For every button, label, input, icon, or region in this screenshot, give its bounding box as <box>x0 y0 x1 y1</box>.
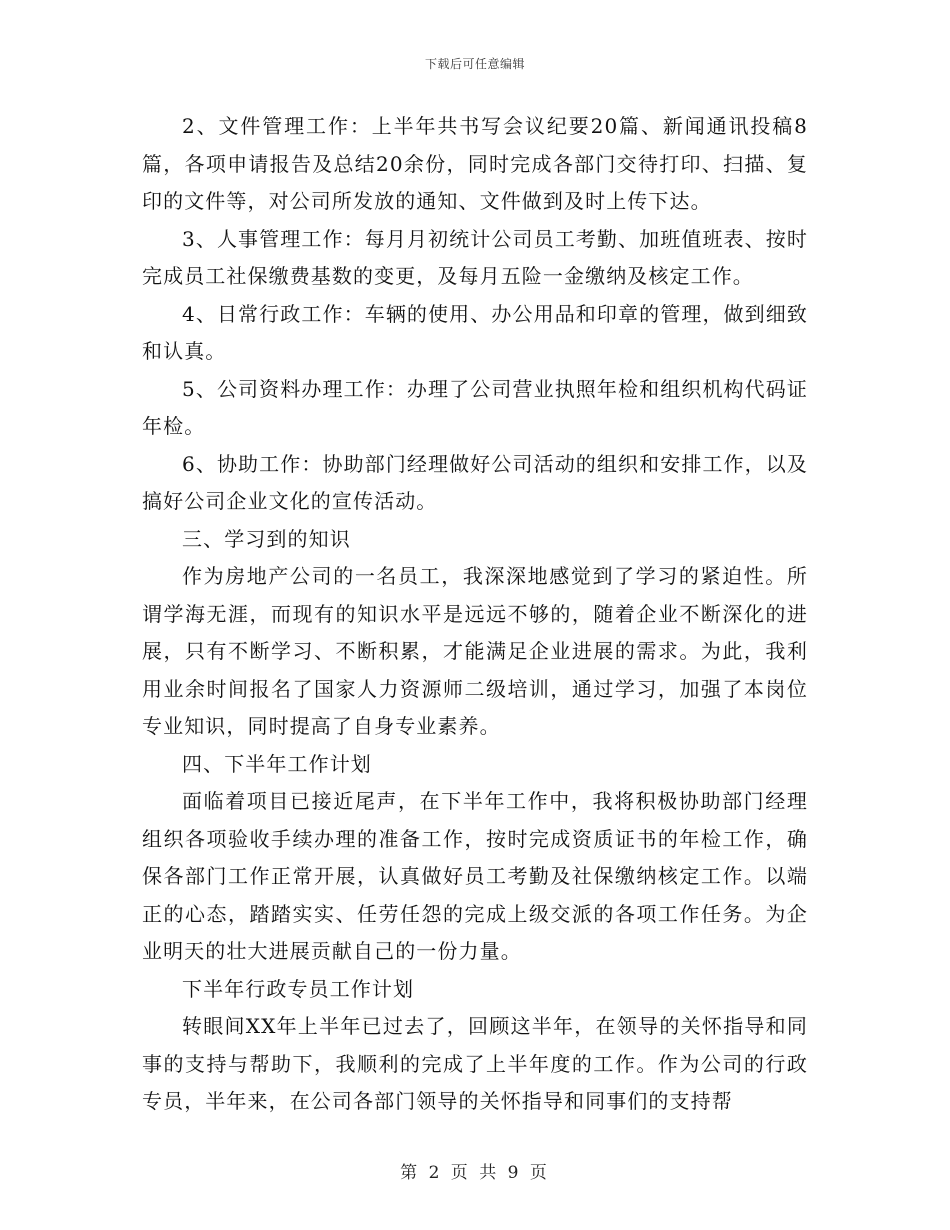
paragraph-file-management: 2、文件管理工作：上半年共书写会议纪要20篇、新闻通讯投稿8篇，各项申请报告及总结20余份，同时完成各部门交待打印、扫描、复印的文件等，对公司所发放的通知、文件做到及时上传下达。 <box>142 114 808 213</box>
page-number-footer: 第 2 页 共 9 页 <box>400 1163 550 1183</box>
paragraph-review-intro: 转眼间XX年上半年已过去了，回顾这半年，在领导的关怀指导和同事的支持与帮助下，我顺利的完成了上半年度的工作。作为公司的行政专员，半年来，在公司各部门领导的关怀指导和同事们的支持帮 <box>142 1014 808 1113</box>
document-body <box>142 108 808 1121</box>
section-heading-admin-specialist-plan: 下半年行政专员工作计划 <box>182 976 415 1001</box>
paragraph-personnel-management: 3、人事管理工作：每月月初统计公司员工考勤、加班值班表、按时完成员工社保缴费基数的变更，及每月五险一金缴纳及核定工作。 <box>142 226 808 288</box>
paragraph-daily-admin: 4、日常行政工作：车辆的使用、办公用品和印章的管理，做到细致和认真。 <box>142 301 808 363</box>
section-heading-knowledge: 三、学习到的知识 <box>182 526 351 551</box>
header-note: 下载后可任意编辑 <box>424 57 525 71</box>
paragraph-assistance-work: 6、协助工作：协助部门经理做好公司活动的组织和安排工作，以及搞好公司企业文化的宣传活动。 <box>142 451 808 513</box>
paragraph-next-half-plan: 面临着项目已接近尾声，在下半年工作中，我将积极协助部门经理组织各项验收手续办理的准备工作，按时完成资质证书的年检工作，确保各部门工作正常开展，认真做好员工考勤及社保缴纳核定工作。以端正的心态，踏踏实实、任劳任怨的完成上级交派的各项工作任务。为企业明天的壮大进展贡献自己的一份力量。 <box>142 789 808 963</box>
paragraph-learning: 作为房地产公司的一名员工，我深深地感觉到了学习的紧迫性。所谓学海无涯，而现有的知识水平是远远不够的，随着企业不断深化的进展，只有不断学习、不断积累，才能满足企业进展的需求。为此，我利用业余时间报名了国家人力资源师二级培训，通过学习，加强了本岗位专业知识，同时提高了自身专业素养。 <box>142 564 808 738</box>
paragraph-company-documents: 5、公司资料办理工作：办理了公司营业执照年检和组织机构代码证年检。 <box>142 376 808 438</box>
section-heading-next-half-plan: 四、下半年工作计划 <box>182 751 372 776</box>
